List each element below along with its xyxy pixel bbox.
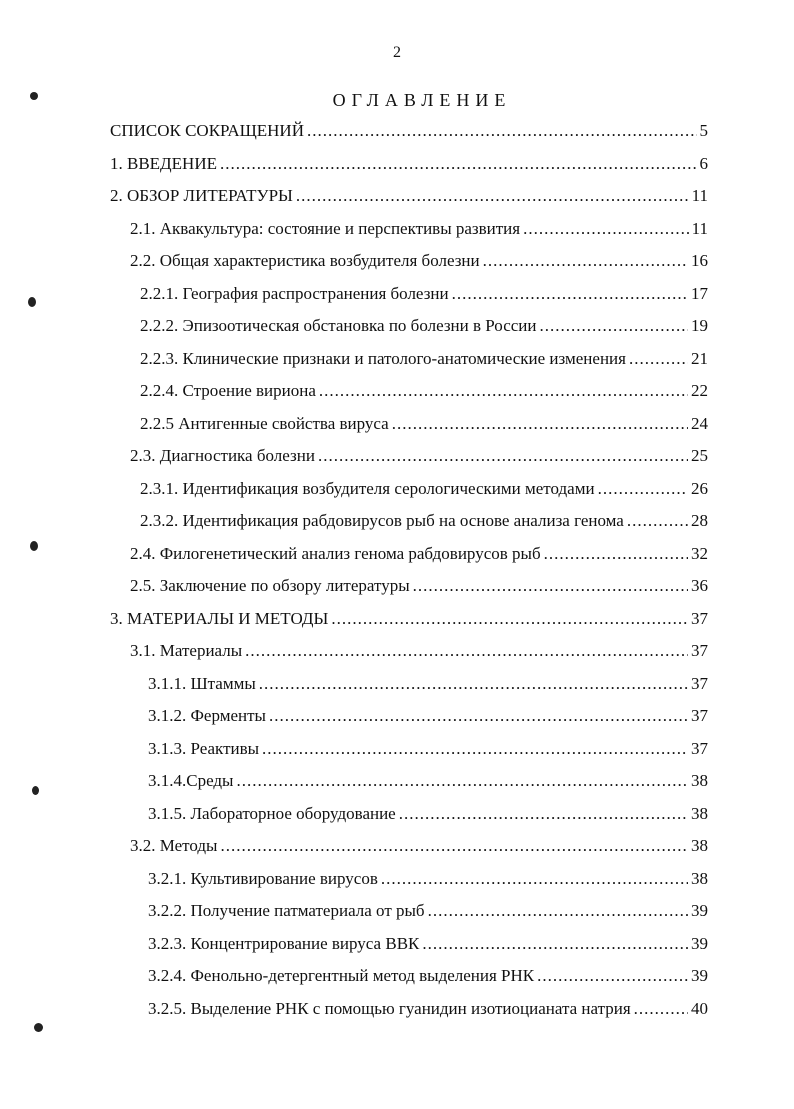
toc-dot-leader <box>544 543 688 565</box>
toc-entry-page: 19 <box>691 316 708 335</box>
toc-entry-page: 26 <box>691 478 708 498</box>
toc-dot-leader <box>392 413 688 435</box>
toc-entry-title: 2.3.2. Идентификация рабдовирусов рыб на основе анализа генома <box>140 511 624 530</box>
toc-dot-leader <box>598 478 688 500</box>
toc-entry-title: 2.5. Заключение по обзору литературы <box>130 576 410 595</box>
toc-entry-page: 32 <box>691 543 708 563</box>
toc-entry <box>130 218 708 240</box>
toc-entry-page: 40 <box>691 998 708 1018</box>
toc-entry-title: 3.1.4.Среды <box>148 771 234 790</box>
toc-entry <box>140 413 708 435</box>
toc-entry <box>110 120 708 142</box>
toc-dot-leader <box>220 153 697 175</box>
toc-dot-leader <box>629 348 688 370</box>
toc-dot-leader <box>296 185 689 207</box>
toc-dot-leader <box>399 803 688 825</box>
toc-entry <box>140 283 708 305</box>
toc-entry-title: 3.1.5. Лабораторное оборудование <box>148 803 396 823</box>
toc-entry <box>148 770 708 792</box>
toc-entry-title: 3.2.4. Фенольно-детергентный метод выделения РНК <box>148 966 535 985</box>
toc-entry <box>130 543 708 565</box>
toc-entry <box>140 348 708 370</box>
toc-entry-title: 3.2. Методы <box>130 836 218 855</box>
toc-entry <box>148 705 708 727</box>
toc-entry-title: 1. ВВЕДЕНИЕ <box>110 153 217 173</box>
toc-dot-leader <box>245 640 688 662</box>
toc-entry <box>148 998 708 1020</box>
toc-entry-title: 3.1. Материалы <box>130 641 243 660</box>
toc-dot-leader <box>413 575 688 597</box>
toc-entry-title: 3.2.2. Получение патматериала от рыб <box>148 901 425 920</box>
toc-entry-page: 37 <box>691 641 708 660</box>
toc-entry-page: 38 <box>691 868 708 888</box>
toc-dot-leader <box>262 738 688 760</box>
toc-entry <box>148 673 708 695</box>
toc-entry <box>148 933 708 955</box>
toc-dot-leader <box>331 608 688 630</box>
toc-entry <box>130 640 708 662</box>
toc-title: ОГЛАВЛЕНИЕ <box>332 90 512 110</box>
toc-entry-page: 5 <box>699 121 708 140</box>
toc-entry-page: 28 <box>691 511 708 530</box>
toc-entry <box>148 900 708 922</box>
toc-entry-page: 37 <box>691 738 708 758</box>
toc-entry-page: 17 <box>691 283 708 303</box>
scan-speck <box>32 786 39 795</box>
toc-entry-title: 3.2.1. Культивирование вирусов <box>148 868 378 888</box>
toc-entry-page: 39 <box>691 933 708 953</box>
page-number: 2 <box>393 44 401 61</box>
toc-dot-leader <box>627 510 688 532</box>
toc-entry-title: 2.3. Диагностика болезни <box>130 446 315 465</box>
toc-entry-title: 2.2.2. Эпизоотическая обстановка по болезни в России <box>140 316 537 335</box>
toc-dot-leader <box>269 705 688 727</box>
scan-speck <box>30 541 38 551</box>
toc-entry-page: 21 <box>691 348 708 368</box>
toc-entry-title: 3.2.3. Концентрирование вируса ВВК <box>148 933 420 953</box>
toc-dot-leader <box>634 998 688 1020</box>
toc-entry-page: 38 <box>691 803 708 823</box>
toc-dot-leader <box>428 900 688 922</box>
toc-entry <box>148 803 708 825</box>
toc-entry-title: 3.2.5. Выделение РНК с помощью гуанидин изотиоцианата натрия <box>148 998 631 1018</box>
scan-speck <box>34 1023 43 1032</box>
toc-dot-leader <box>319 380 688 402</box>
toc-entry-title: 3.1.3. Реактивы <box>148 738 260 758</box>
toc-entry-page: 36 <box>691 576 708 595</box>
toc-entry-page: 37 <box>691 706 708 725</box>
toc-entry-page: 37 <box>691 608 708 628</box>
toc-entry-title: 2. ОБЗОР ЛИТЕРАТУРЫ <box>110 186 293 205</box>
toc-entry <box>110 185 708 207</box>
toc-entry <box>148 738 708 760</box>
toc-entry-title: 2.2.3. Клинические признаки и патолого-анатомические изменения <box>140 348 626 368</box>
toc-dot-leader <box>236 770 688 792</box>
toc-dot-leader <box>537 965 688 987</box>
toc-entry <box>148 868 708 890</box>
toc-entry-title: 2.2.4. Строение вириона <box>140 381 316 400</box>
toc-entry-page: 22 <box>691 381 708 400</box>
toc-dot-leader <box>381 868 688 890</box>
toc-entry-page: 24 <box>691 413 708 433</box>
toc-entry-page: 6 <box>699 153 708 173</box>
toc-entry <box>140 380 708 402</box>
toc-entry <box>140 315 708 337</box>
toc-entry <box>130 575 708 597</box>
toc-entry-page: 37 <box>691 673 708 693</box>
toc-entry-title: 2.3.1. Идентификация возбудителя серологическими методами <box>140 478 595 498</box>
toc-entry <box>110 153 708 175</box>
toc-entry-title: СПИСОК СОКРАЩЕНИЙ <box>110 121 304 140</box>
toc-entry-page: 11 <box>691 218 708 238</box>
scan-speck <box>28 297 36 307</box>
toc-entry <box>130 835 708 857</box>
toc-entry-page: 25 <box>691 446 708 465</box>
toc-dot-leader <box>307 120 697 142</box>
toc-entry-title: 2.4. Филогенетический анализ генома рабдовирусов рыб <box>130 543 541 563</box>
toc-entry-page: 39 <box>691 901 708 920</box>
toc-entry <box>140 478 708 500</box>
toc-dot-leader <box>540 315 688 337</box>
toc-entry <box>110 608 708 630</box>
toc-entry-page: 38 <box>691 771 708 790</box>
toc-dot-leader <box>422 933 688 955</box>
toc-entry-title: 2.2.1. География распространения болезни <box>140 283 449 303</box>
toc-entry-page: 38 <box>691 836 708 855</box>
toc-entry-title: 2.2.5 Антигенные свойства вируса <box>140 413 389 433</box>
toc-entry-title: 3. МАТЕРИАЛЫ И МЕТОДЫ <box>110 608 329 628</box>
toc-dot-leader <box>220 835 688 857</box>
toc-entry-page: 16 <box>691 251 708 270</box>
toc-entry-title: 2.1. Аквакультура: состояние и перспективы развития <box>130 218 521 238</box>
toc-entry-page: 11 <box>691 186 708 205</box>
toc-dot-leader <box>483 250 688 272</box>
scan-speck <box>30 92 38 100</box>
toc-entry-title: 3.1.2. Ферменты <box>148 706 266 725</box>
toc-entry-title: 2.2. Общая характеристика возбудителя болезни <box>130 251 480 270</box>
toc-entry-title: 3.1.1. Штаммы <box>148 673 256 693</box>
toc-entry-page: 39 <box>691 966 708 985</box>
toc-entry <box>130 445 708 467</box>
toc-dot-leader <box>259 673 688 695</box>
toc-entry <box>130 250 708 272</box>
toc-dot-leader <box>452 283 688 305</box>
toc-dot-leader <box>318 445 688 467</box>
toc-entry <box>148 965 708 987</box>
toc-dot-leader <box>523 218 689 240</box>
toc-entry <box>140 510 708 532</box>
